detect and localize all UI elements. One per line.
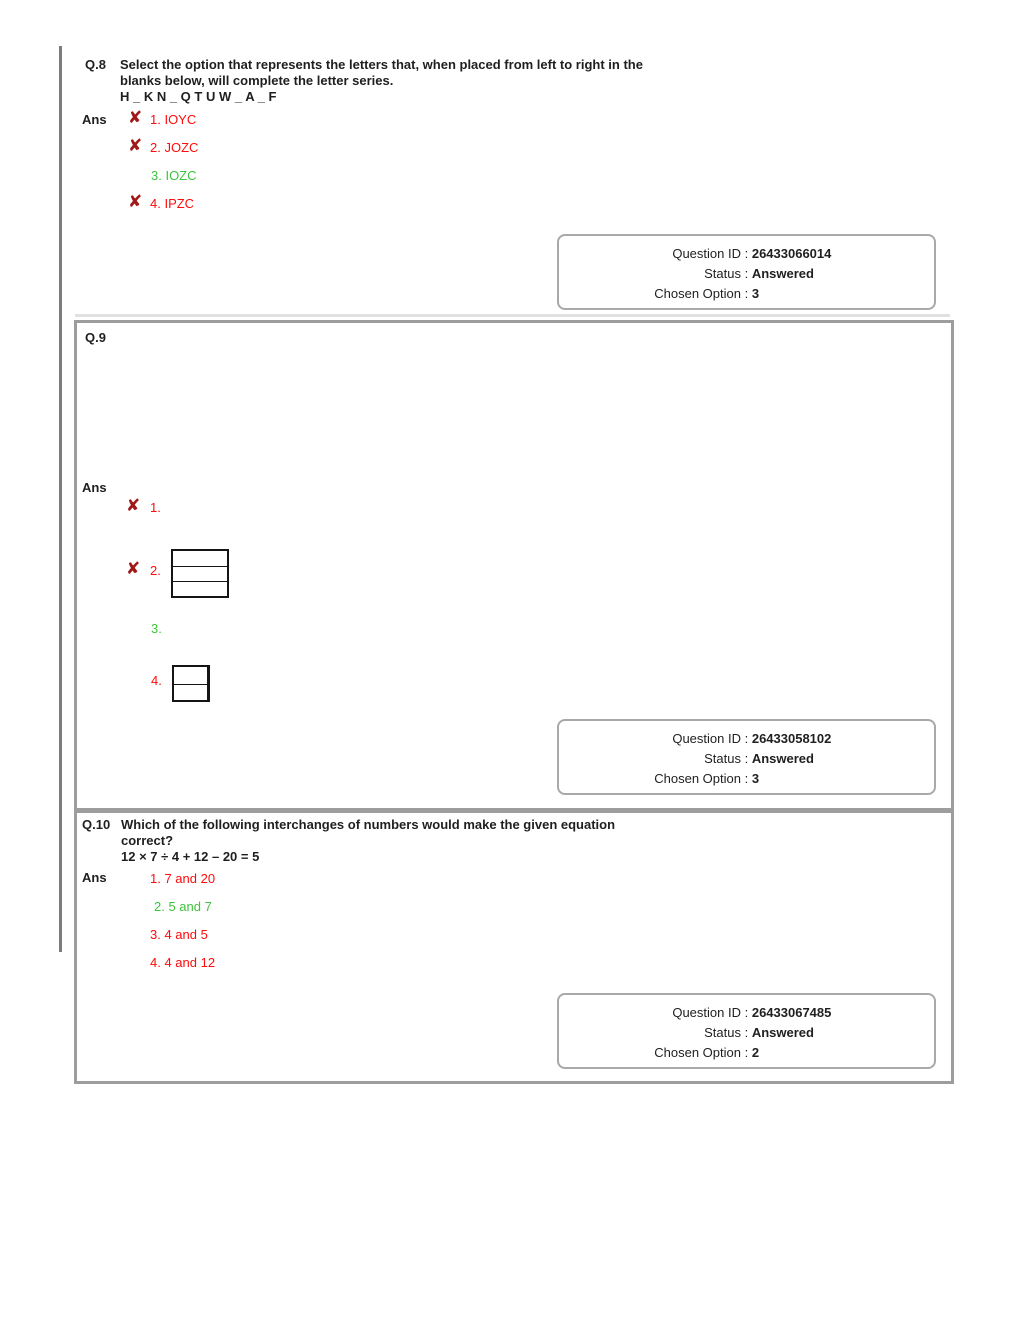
status-value: Answered bbox=[751, 751, 814, 766]
chosen-option-row bbox=[559, 1043, 934, 1063]
option-1: 1. 7 and 20 bbox=[150, 871, 216, 886]
question-id-row bbox=[559, 729, 934, 749]
status-label: Status bbox=[704, 266, 741, 281]
option-4: 4. 4 and 12 bbox=[150, 955, 216, 970]
option-2-correct: 2. 5 and 7 bbox=[154, 899, 212, 914]
colon-separator: : bbox=[741, 286, 752, 301]
wrong-cross-icon: ✘ bbox=[128, 192, 143, 212]
colon-separator: : bbox=[741, 1025, 752, 1040]
option-4: 4. IPZC bbox=[150, 196, 195, 211]
table-row bbox=[173, 581, 227, 596]
question-info-box bbox=[557, 993, 936, 1069]
wrong-cross-icon: ✘ bbox=[126, 496, 141, 516]
status-value: Answered bbox=[751, 266, 814, 281]
table-row bbox=[174, 667, 207, 684]
question-id-label: Question ID bbox=[672, 1005, 741, 1020]
question-number: Q.8 bbox=[85, 57, 106, 72]
question-text-line-1: Which of the following interchanges of numbers would make the given equation bbox=[121, 817, 616, 832]
question-id-value: 26433058102 bbox=[751, 731, 832, 746]
ans-label: Ans bbox=[82, 870, 107, 885]
chosen-option-label: Chosen Option bbox=[654, 286, 741, 301]
question-text-line-2: blanks below, will complete the letter series. bbox=[120, 73, 394, 88]
colon-separator: : bbox=[741, 246, 752, 261]
colon-separator: : bbox=[741, 731, 752, 746]
question-id-row bbox=[559, 244, 934, 264]
equation-text: 12 × 7 ÷ 4 + 12 – 20 = 5 bbox=[121, 849, 260, 864]
option-1: 1. IOYC bbox=[150, 112, 197, 127]
ans-label: Ans bbox=[82, 112, 107, 127]
question-id-row bbox=[559, 1003, 934, 1023]
option-2-empty-table-image bbox=[171, 549, 229, 598]
colon-separator: : bbox=[741, 1045, 752, 1060]
chosen-option-value: 2 bbox=[751, 1045, 760, 1060]
question-number: Q.9 bbox=[85, 330, 106, 345]
chosen-option-row bbox=[559, 284, 934, 304]
colon-separator: : bbox=[741, 266, 752, 281]
option-2: 2. bbox=[150, 563, 161, 578]
question-id-label: Question ID bbox=[672, 731, 741, 746]
status-value: Answered bbox=[751, 1025, 814, 1040]
question-id-value: 26433067485 bbox=[751, 1005, 832, 1020]
ans-label: Ans bbox=[82, 480, 107, 495]
question-id-value: 26433066014 bbox=[751, 246, 832, 261]
chosen-option-value: 3 bbox=[751, 286, 760, 301]
table-row bbox=[174, 684, 207, 701]
chosen-option-label: Chosen Option bbox=[654, 771, 741, 786]
colon-separator: : bbox=[741, 751, 752, 766]
status-row bbox=[559, 264, 934, 284]
status-label: Status bbox=[704, 1025, 741, 1040]
chosen-option-label: Chosen Option bbox=[654, 1045, 741, 1060]
question-9-section bbox=[74, 320, 954, 811]
wrong-cross-icon: ✘ bbox=[128, 108, 143, 128]
option-3-correct: 3. IOZC bbox=[151, 168, 197, 183]
question-text-line-2: correct? bbox=[121, 833, 174, 848]
section-separator bbox=[75, 314, 950, 317]
option-2: 2. JOZC bbox=[150, 140, 199, 155]
question-info-box bbox=[557, 234, 936, 310]
table-row bbox=[173, 566, 227, 581]
colon-separator: : bbox=[741, 1005, 752, 1020]
option-3: 3. 4 and 5 bbox=[150, 927, 208, 942]
chosen-option-row bbox=[559, 769, 934, 789]
left-page-rule bbox=[59, 46, 62, 952]
letter-series-text: H _ K N _ Q T U W _ A _ F bbox=[120, 89, 277, 104]
status-label: Status bbox=[704, 751, 741, 766]
question-number: Q.10 bbox=[82, 817, 111, 832]
question-info-box bbox=[557, 719, 936, 795]
option-4-empty-table-image bbox=[172, 665, 210, 702]
option-3-correct: 3. bbox=[151, 621, 162, 636]
table-row bbox=[173, 551, 227, 566]
question-10-section bbox=[74, 810, 954, 1084]
question-id-label: Question ID bbox=[672, 246, 741, 261]
option-1: 1. bbox=[150, 500, 161, 515]
option-4: 4. bbox=[151, 673, 162, 688]
status-row bbox=[559, 749, 934, 769]
wrong-cross-icon: ✘ bbox=[128, 136, 143, 156]
colon-separator: : bbox=[741, 771, 752, 786]
chosen-option-value: 3 bbox=[751, 771, 760, 786]
wrong-cross-icon: ✘ bbox=[126, 559, 141, 579]
status-row bbox=[559, 1023, 934, 1043]
question-text-line-1: Select the option that represents the letters that, when placed from left to right in the bbox=[120, 57, 643, 72]
